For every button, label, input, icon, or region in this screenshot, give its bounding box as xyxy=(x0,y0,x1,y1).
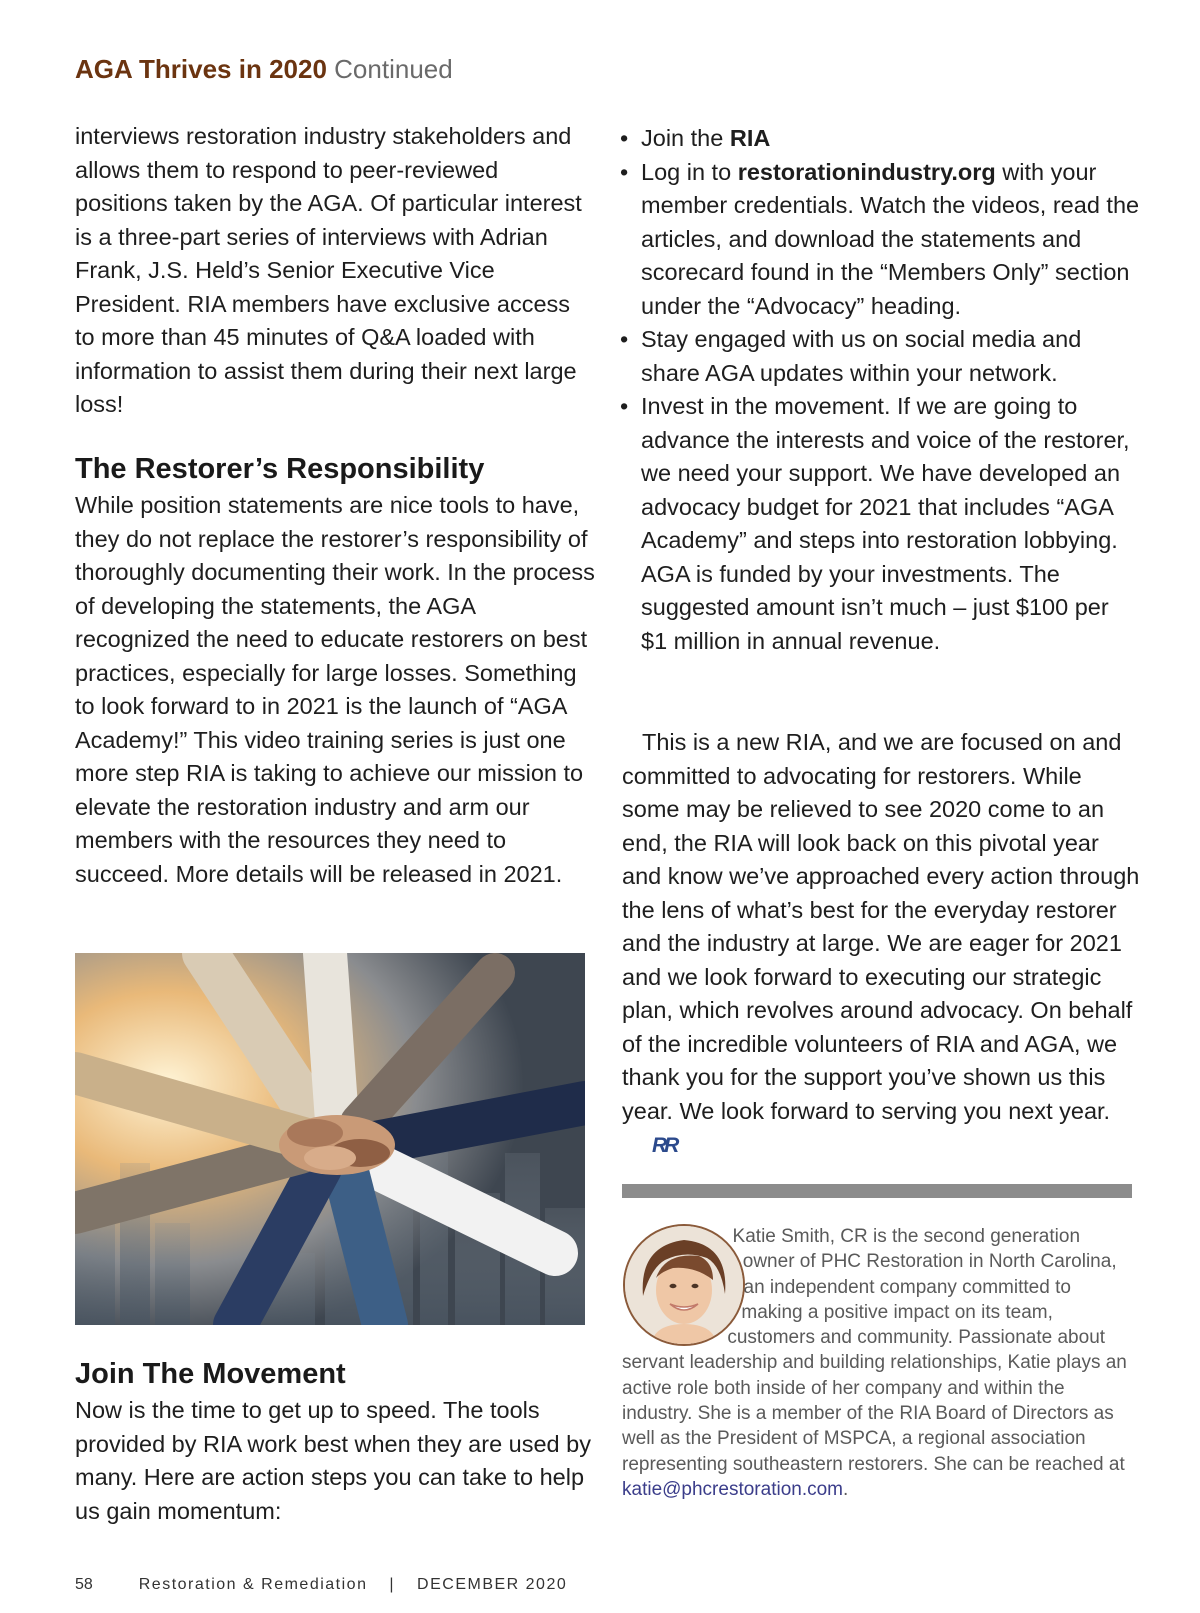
list-item: • Log in to restorationindustry.org with your member credentials. Watch the videos, read the articles, and download the statements and scorecard found in the “Members Only” section under the “Advocacy” heading. xyxy=(620,156,1140,324)
responsibility-paragraph: While position statements are nice tools to have, they do not replace the restorer’s responsibility of thoroughly documenting their work. In the process of developing the statements, the AGA recognized the need to educate restorers on best practices, especially for large losses. Something to look forward to in 2021 is the launch of “AGA Academy!” This video training series is just one more step RIA is taking to achieve our mission to elevate the restoration industry and arm our members with the resources they need to succeed. More details will be released in 2021. xyxy=(75,492,595,887)
page-footer xyxy=(75,1576,567,1594)
section-heading-join: Join The Movement xyxy=(75,1358,346,1390)
intro-paragraph: interviews restoration industry stakeholders and allows them to respond to peer-reviewed positions taken by the AGA. Of particular interest is a three-part series of interviews with Adrian Frank, J.S. Held’s Senior Executive Vice President. RIA members have exclusive access to more than 45 minutes of Q&A loaded with information to assist them during their next large loss! xyxy=(75,123,582,417)
website-link[interactable]: restorationindustry.org xyxy=(737,158,996,185)
bullet-icon: • xyxy=(620,125,629,151)
bullet-icon: • xyxy=(620,158,629,185)
page-number: 58 xyxy=(75,1576,93,1593)
author-email-link[interactable]: katie@phcrestoration.com xyxy=(622,1478,843,1500)
divider xyxy=(622,1184,1132,1198)
author-bio: Katie Smith, CR is the second generation owner of PHC Restoration in North Carolina, an independent company committed to making a positive impact on its team, customers and community. Passionate about servant leadership and building relationships, Katie plays an active role both inside of her company and within the industry. She is a member of the RIA Board of Directors as well as the President of MSPCA, a regional association representing southeastern restorers. She can be reached at katie@phcrestoration.com. xyxy=(622,1226,1127,1500)
publication-name: Restoration & Remediation xyxy=(138,1576,368,1593)
rr-logo-icon: RR xyxy=(652,1134,677,1157)
hands-together-photo xyxy=(75,953,585,1325)
list-item: • Stay engaged with us on social media and share AGA updates within your network. xyxy=(620,323,1140,390)
page-header xyxy=(75,54,453,85)
continued-label: Continued xyxy=(334,54,453,84)
list-item: • Invest in the movement. If we are going to advance the interests and voice of the restorer, we need your support. We have developed an advocacy budget for 2021 that includes “AGA Academy” and steps into restoration lobbying. AGA is funded by your investments. The suggested amount isn’t much – just $100 per $1 million in annual revenue. xyxy=(620,390,1140,658)
action-steps-list xyxy=(620,122,1140,658)
section-heading-responsibility: The Restorer’s Responsibility xyxy=(75,453,485,485)
join-paragraph: Now is the time to get up to speed. The tools provided by RIA work best when they are used by many. Here are action steps you can take to help us gain momentum: xyxy=(75,1397,591,1524)
closing-paragraph: This is a new RIA, and we are focused on and committed to advocating for restorers. While some may be relieved to see 2020 come to an end, the RIA will look back on this pivotal year and know we’ve approached every action through the lens of what’s best for the everyday restorer and the industry at large. We are eager for 2021 and we look forward to executing our strategic plan, which revolves around advocacy. On behalf of the incredible volunteers of RIA and AGA, we thank you for the support you’ve shown us this year. We look forward to serving you next year.RR xyxy=(622,726,1142,1163)
footer-separator: | xyxy=(389,1576,396,1593)
ria-link[interactable]: RIA xyxy=(729,125,771,151)
article-title: AGA Thrives in 2020 xyxy=(75,54,327,84)
issue-date: DECEMBER 2020 xyxy=(417,1576,568,1593)
bullet-icon: • xyxy=(620,393,629,419)
bullet-icon: • xyxy=(620,326,629,352)
list-item: • Join the RIA xyxy=(620,122,1140,156)
